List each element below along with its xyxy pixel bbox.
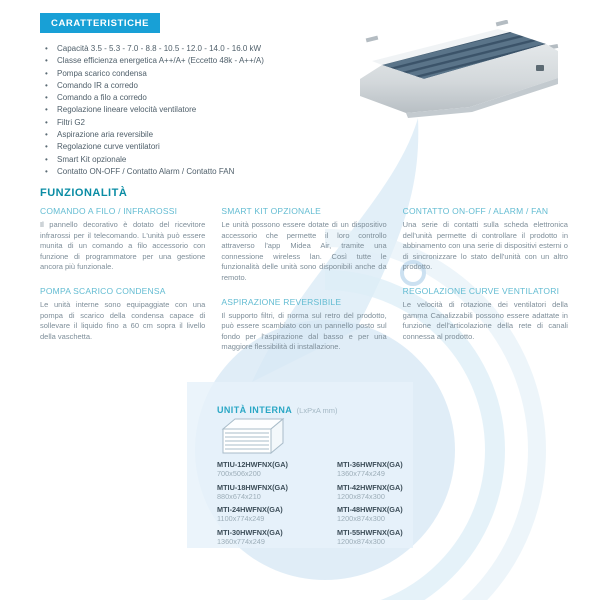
model-dimensions: 1100x774x249 bbox=[217, 514, 265, 524]
model-row bbox=[337, 483, 437, 501]
ducted-unit-image bbox=[350, 20, 568, 122]
model-row bbox=[217, 483, 309, 501]
model-row bbox=[337, 528, 437, 546]
caratteristiche-badge: CARATTERISTICHE bbox=[40, 13, 160, 33]
section-body: Le unità possono essere dotate di un dispositivo accessorio che permette il loro controllo attraverso l'app Midea Air, tramite una connessione wireless lan. Così tutte le funzionalità delle unità sono disponibili anche da remoto. bbox=[221, 220, 387, 282]
feature-item: • Pompa scarico condensa bbox=[44, 68, 374, 80]
column-3 bbox=[403, 206, 568, 366]
section-comando-filo bbox=[40, 206, 205, 273]
model-row bbox=[217, 460, 309, 478]
section-smart-kit bbox=[221, 206, 386, 284]
model-dimensions: 880x674x210 bbox=[217, 491, 261, 501]
feature-item: • Aspirazione aria reversibile bbox=[44, 129, 374, 141]
feature-item: • Classe efficienza energetica A++/A+ (Eccetto 48k - A++/A) bbox=[44, 55, 374, 67]
feature-item: • Smart Kit opzionale bbox=[44, 154, 374, 166]
model-dimensions: 1360x774x249 bbox=[217, 536, 265, 546]
model-name: MTI-48HWFNX(GA) bbox=[337, 505, 403, 515]
section-curve-ventilatori bbox=[403, 286, 568, 342]
model-table bbox=[217, 460, 437, 550]
model-dimensions: 1200x874x300 bbox=[337, 491, 385, 501]
section-body: Il pannello decorativo è dotato del ricevitore infrarossi per il telecomando. L'unità può essere munita di un comando a filo accessorio con funzione di programmatore per una gestione ancora più funzionale. bbox=[40, 220, 206, 272]
funzionalita-title: FUNZIONALITÀ bbox=[40, 187, 128, 199]
unita-interna-panel bbox=[187, 382, 413, 548]
section-heading: ASPIRAZIONE REVERSIBILE bbox=[221, 296, 342, 307]
section-heading: POMPA SCARICO CONDENSA bbox=[40, 285, 166, 296]
model-row bbox=[337, 505, 437, 523]
section-heading: COMANDO A FILO / INFRAROSSI bbox=[40, 206, 178, 216]
section-heading: CONTATTO ON-OFF / ALARM / FAN bbox=[402, 206, 549, 216]
model-name: MTI-42HWFNX(GA) bbox=[337, 482, 403, 492]
section-heading: SMART KIT OPZIONALE bbox=[221, 206, 322, 216]
section-contatto bbox=[403, 206, 568, 273]
feature-item: • Comando IR a corredo bbox=[44, 80, 374, 92]
feature-list bbox=[44, 43, 374, 178]
feature-item: • Regolazione lineare velocità ventilatore bbox=[44, 104, 374, 116]
indoor-unit-diagram bbox=[219, 415, 289, 457]
model-name: MTIU-12HWFNX(GA) bbox=[217, 460, 288, 469]
model-dimensions: 1360x774x249 bbox=[337, 469, 385, 478]
bracket-top bbox=[496, 20, 509, 26]
feature-item: • Capacità 3.5 - 5.3 - 7.0 - 8.8 - 10.5 - 12.0 - 14.0 - 16.0 kW bbox=[44, 43, 374, 55]
section-body: Le unità interne sono equipaggiate con una pompa di scarico della condensa capace di sollevare il liquido fino a 60 cm sopra il livello della vaschetta. bbox=[40, 299, 206, 341]
connector-knob bbox=[536, 65, 544, 71]
model-column-right bbox=[337, 460, 437, 550]
section-body: Una serie di contatti sulla scheda elettronica dell'unità permette di controllare il prodotto in abbinamento con una serie di dispositivi esterni o di sincronizzare lo stato dell'unità con un altro prodotto. bbox=[402, 220, 568, 272]
model-row bbox=[217, 505, 309, 523]
bracket-left bbox=[366, 36, 379, 43]
model-dimensions: 1200x874x300 bbox=[337, 514, 385, 524]
model-name: MTI-24HWFNX(GA) bbox=[217, 505, 283, 515]
column-1 bbox=[40, 206, 205, 366]
feature-item: • Comando a filo a corredo bbox=[44, 92, 374, 104]
feature-item: • Contatto ON-OFF / Contatto Alarm / Contatto FAN bbox=[44, 166, 374, 178]
funzionalita-columns bbox=[40, 206, 568, 366]
feature-item: • Regolazione curve ventilatori bbox=[44, 141, 374, 153]
model-name: MTIU-18HWFNX(GA) bbox=[217, 482, 288, 492]
section-aspirazione bbox=[221, 297, 386, 353]
model-name: MTI-30HWFNX(GA) bbox=[217, 527, 283, 537]
panel-subtitle: (LxPxA mm) bbox=[296, 406, 338, 415]
section-body: Le velocità di rotazione dei ventilatori della gamma Canalizzabili possono essere adattate in funzione dell'articolazione della rete di canali connessa al prodotto. bbox=[402, 299, 568, 341]
model-dimensions: 700x506x200 bbox=[217, 469, 261, 478]
feature-item: • Filtri G2 bbox=[44, 117, 374, 129]
section-pompa-scarico bbox=[40, 286, 205, 342]
panel-title: UNITÀ INTERNA bbox=[217, 405, 293, 415]
model-name: MTI-55HWFNX(GA) bbox=[337, 527, 403, 537]
model-row bbox=[217, 528, 309, 546]
model-dimensions: 1200x874x300 bbox=[337, 536, 385, 546]
model-column-left bbox=[217, 460, 309, 550]
column-2 bbox=[221, 206, 386, 366]
section-body: Il supporto filtri, di norma sul retro del prodotto, può essere scambiato con un pannello posto sul fondo per l'aspirazione dal basso e per una maggiore flessibilità di installazione. bbox=[221, 310, 387, 352]
model-name: MTI-36HWFNX(GA) bbox=[337, 460, 403, 469]
section-heading: REGOLAZIONE CURVE VENTILATORI bbox=[402, 285, 560, 296]
model-row bbox=[337, 460, 437, 478]
